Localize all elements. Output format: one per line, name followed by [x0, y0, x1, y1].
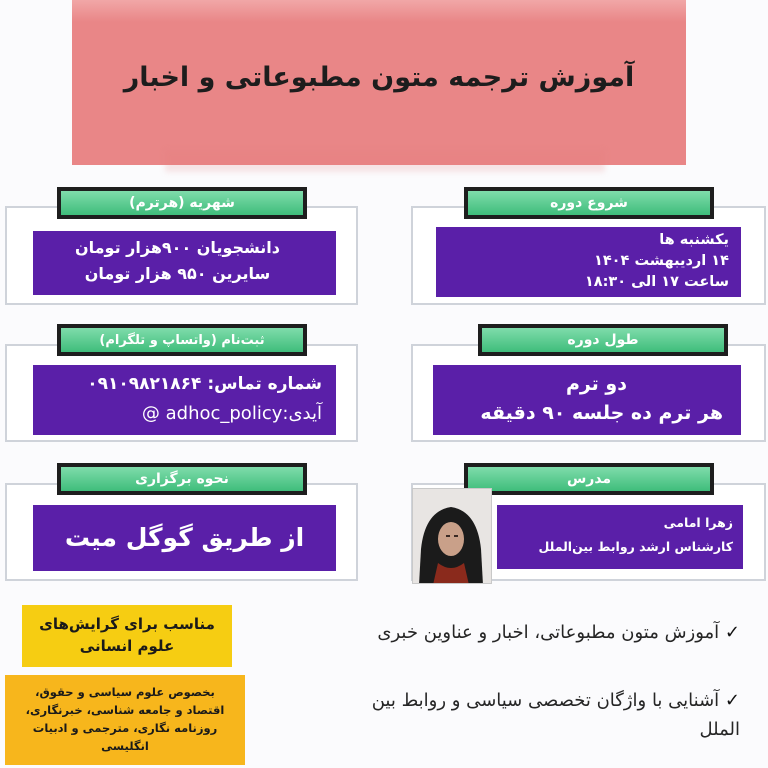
duration-terms: دو ترم: [565, 373, 627, 395]
bullet-2-text: آشنایی با واژگان تخصصی سیاسی و روابط بین الملل: [371, 690, 740, 740]
duration-label: طول دوره: [482, 328, 724, 352]
suitable-details: بخصوص علوم سیاسی و حقوق، اقتصاد و جامعه شناسی، خبرنگاری، روزنامه نگاری، مترجمی و ادبیات انگلیسی: [5, 675, 245, 765]
check-icon: ✓: [724, 622, 740, 643]
fee-info: [33, 231, 336, 295]
start-info: [436, 227, 741, 297]
bullet-1-text: آموزش متون مطبوعاتی، اخبار و عناوین خبری: [377, 622, 720, 643]
instructor-label: مدرس: [468, 467, 710, 491]
start-day: یکشنبه ها: [659, 232, 729, 248]
duration-info: [433, 365, 741, 435]
instructor-info: [497, 505, 743, 569]
start-label-tag: [464, 187, 714, 219]
fee-label: شهریه (هرترم): [61, 191, 303, 215]
instructor-label-tag: [464, 463, 714, 495]
start-time: ساعت ۱۷ الی ۱۸:۳۰: [584, 274, 729, 290]
duration-sessions: هر ترم ده جلسه ۹۰ دقیقه: [480, 402, 723, 424]
bullet-1: [300, 618, 740, 647]
start-date: ۱۴ اردیبهشت ۱۴۰۴: [593, 253, 729, 269]
register-info: [33, 365, 336, 435]
check-icon: ✓: [724, 690, 740, 711]
suitable-heading: مناسب برای گرایش‌های علوم انسانی: [22, 605, 232, 667]
method-value: از طریق گوگل میت: [33, 505, 336, 571]
fee-label-tag: [57, 187, 307, 219]
method-label-tag: [57, 463, 307, 495]
bullet-2: [330, 686, 740, 744]
title-banner: [72, 0, 686, 165]
start-label: شروع دوره: [468, 191, 710, 215]
register-label-tag: [57, 324, 307, 356]
register-phone[interactable]: شماره تماس: ۰۹۱۰۹۸۲۱۸۶۴: [87, 374, 322, 394]
duration-label-tag: [478, 324, 728, 356]
page-title: آموزش ترجمه متون مطبوعاتی و اخبار: [123, 62, 635, 93]
fee-students: دانشجویان ۹۰۰هزار تومان: [74, 238, 280, 257]
fee-others: سایرین ۹۵۰ هزار تومان: [84, 264, 271, 283]
register-label: ثبت‌نام (واتساپ و تلگرام): [61, 328, 303, 352]
method-label: نحوه برگزاری: [61, 467, 303, 491]
register-id[interactable]: آیدی:adhoc_policy @: [141, 403, 322, 424]
instructor-photo: [412, 488, 492, 584]
instructor-name: زهرا امامی: [663, 515, 733, 530]
instructor-degree: کارشناس ارشد روابط بین‌الملل: [538, 539, 733, 554]
title-reflection: [165, 150, 605, 172]
